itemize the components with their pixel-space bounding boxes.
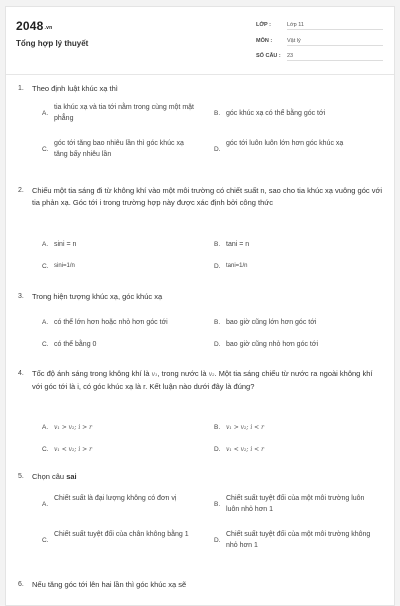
question-text: Tốc độ ánh sáng trong không khí là v₁, trong nước là v₂. Một tia sáng chiếu từ nước ra ngoài không khí với góc tới là i, có góc khúc xạ là r. Kết luận nào dưới đây là đúng? [32,369,373,391]
question-number: 1. [18,85,24,92]
site-logo[interactable]: $2048^{.vn}$ [16,19,53,33]
meta-count-value: 23 [287,53,383,61]
question-text: Nếu tăng góc tới lên hai lần thì góc khúc xạ sẽ [32,580,187,589]
question-text: Chọn câu sai [32,472,77,481]
meta-count-label: SỐ CÂU : [256,53,281,59]
meta-subject-label: MÔN : [256,38,273,44]
question-number: 4. [18,370,24,377]
question-text: Chiếu một tia sáng đi từ không khí vào một môi trường có chiết suất n, sao cho tia khúc xạ vuông góc với tia phản xạ. Góc tới i trong trường hợp này được xác định bởi công thức [32,186,383,207]
question-number: 6. [18,581,24,588]
page-title: Tổng hợp lý thuyết [16,39,89,48]
question-text: Trong hiện tượng khúc xạ, góc khúc xạ [32,292,163,301]
meta-subject-value: Vật lý [287,38,383,46]
worksheet-header [6,7,394,75]
meta-class-value: Lớp 11 [287,22,383,30]
question-number: 2. [18,187,24,194]
question-number: 3. [18,293,24,300]
meta-class-label: LỚP : [256,22,271,28]
question-number: 5. [18,473,24,480]
worksheet-page: $2048^{.vn}$ Tổng hợp lý thuyết LỚP : Lớp 11 MÔN : Vật lý SỐ CÂU : 23 1. Theo định luật khúc xạ thì A. tia khúc xạ và tia tới nằm trong cùng một mặt phẳng B. góc khúc xạ có thể bằng góc tới C. góc tới tăng bao nhiêu lần thì góc khúc xạ tăng bấy nhiêu lần D. góc tới luôn luôn lớn hơn góc khúc xạ 2. Chiếu một tia sáng đi từ không khí vào một môi trường có chiết suất n, sao cho tia khúc xạ vuông góc với tia phản xạ. Góc tới i trong trường hợp này được xác định bởi công thức A. sini = n B. tani = n C. sini=1/n D. tani=1/n 3. Trong hiện tượng khúc xạ, góc khúc xạ A. có thể lớn hơn hoặc nhỏ hơn góc tới B. bao giờ cũng lớn hơn góc tới C. có thể bằng 0 D. bao giờ cũng nhỏ hơn góc tới 4. Tốc độ ánh sáng trong không khí là v₁, trong nước là v₂. Một tia sáng chiếu từ nước ra ngoài không khí với góc tới là i, có góc khúc xạ là r. Kết luận nào dưới đây là đúng? A. v₁ > v₂; i > r B. v₁ > v₂; i < r C. v₁ < v₂; i > r D. v₁ < v₂; i < r 5. Chọn câu sai A. Chiết suất là đại lượng không có đơn vị B. Chiết suất tuyệt đối của một môi trường luôn luôn nhỏ hơn 1 C. Chiết suất tuyệt đối của chân không bằng 1 D. Chiết suất tuyệt đối của một môi trường không nhỏ hơn 1 6. Nếu tăng góc tới lên hai lần thì góc khúc xạ sẽ [5,6,395,606]
question-text: Theo định luật khúc xạ thì [32,84,118,93]
